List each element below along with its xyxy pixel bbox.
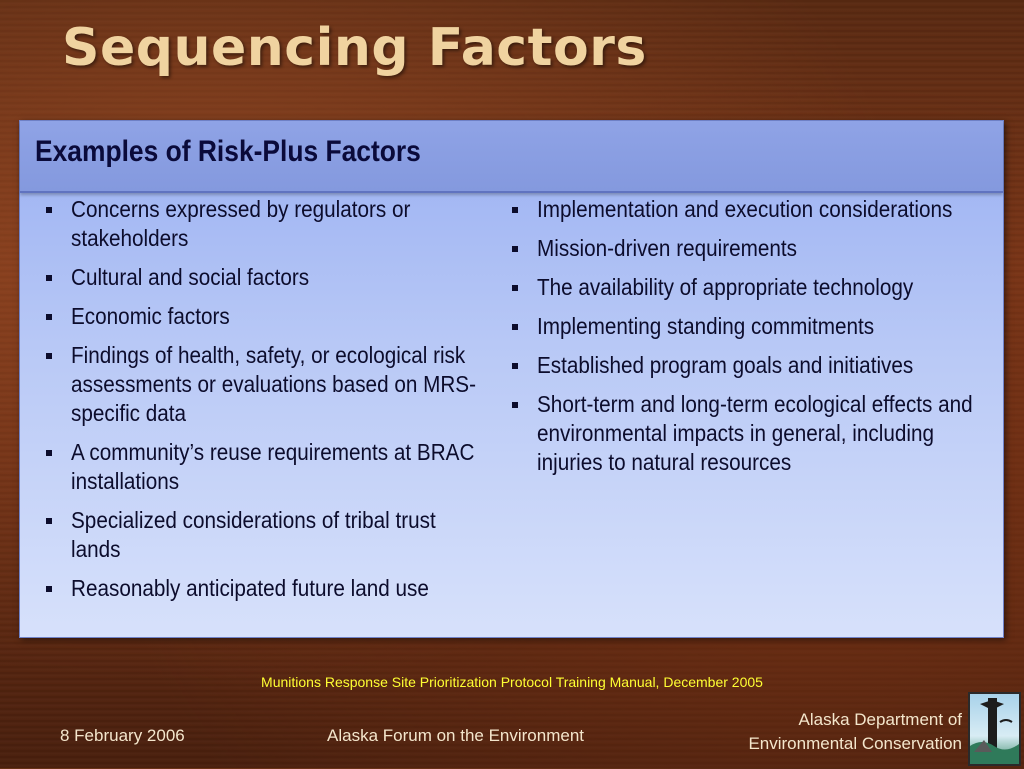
- right-column: [510, 195, 980, 487]
- right-bullet-list: [510, 195, 980, 477]
- list-item: Economic factors: [44, 302, 484, 331]
- square-bullet-icon: [512, 363, 518, 369]
- square-bullet-icon: [46, 450, 52, 456]
- left-column: [44, 195, 484, 613]
- square-bullet-icon: [512, 246, 518, 252]
- panel-header: [20, 121, 1003, 193]
- square-bullet-icon: [46, 314, 52, 320]
- slide-title: Sequencing Factors: [62, 18, 647, 78]
- square-bullet-icon: [512, 324, 518, 330]
- square-bullet-icon: [46, 353, 52, 359]
- alaska-dec-logo-icon: [968, 692, 1021, 766]
- left-bullet-list: [44, 195, 484, 603]
- list-item: Implementation and execution considerations: [510, 195, 980, 224]
- footer-forum: Alaska Forum on the Environment: [327, 726, 585, 745]
- list-item: Specialized considerations of tribal trust lands: [44, 506, 484, 564]
- square-bullet-icon: [512, 402, 518, 408]
- list-item: A community’s reuse requirements at BRAC installations: [44, 438, 484, 496]
- list-item: Mission-driven requirements: [510, 234, 980, 263]
- list-item: Established program goals and initiatives: [510, 351, 980, 380]
- list-item: Concerns expressed by regulators or stakeholders: [44, 195, 484, 253]
- panel-heading: Examples of Risk-Plus Factors: [35, 135, 421, 168]
- list-item: The availability of appropriate technology: [510, 273, 980, 302]
- content-panel: [19, 120, 1004, 638]
- square-bullet-icon: [512, 207, 518, 213]
- list-item: Short-term and long-term ecological effects and environmental impacts in general, including injuries to natural resources: [510, 390, 980, 477]
- list-item: Reasonably anticipated future land use: [44, 574, 484, 603]
- list-item: Cultural and social factors: [44, 263, 484, 292]
- square-bullet-icon: [46, 275, 52, 281]
- square-bullet-icon: [46, 207, 52, 213]
- square-bullet-icon: [512, 285, 518, 291]
- list-item: Findings of health, safety, or ecological risk assessments or evaluations based on MRS-specific data: [44, 341, 484, 428]
- square-bullet-icon: [46, 586, 52, 592]
- list-item: Implementing standing commitments: [510, 312, 980, 341]
- agency-line-1: Alaska Department of: [798, 710, 962, 729]
- source-citation: Munitions Response Site Prioritization Protocol Training Manual, December 2005: [261, 674, 763, 690]
- footer-date: 8 February 2006: [60, 726, 185, 745]
- square-bullet-icon: [46, 518, 52, 524]
- footer-agency: [748, 708, 962, 756]
- agency-line-2: Environmental Conservation: [748, 734, 962, 753]
